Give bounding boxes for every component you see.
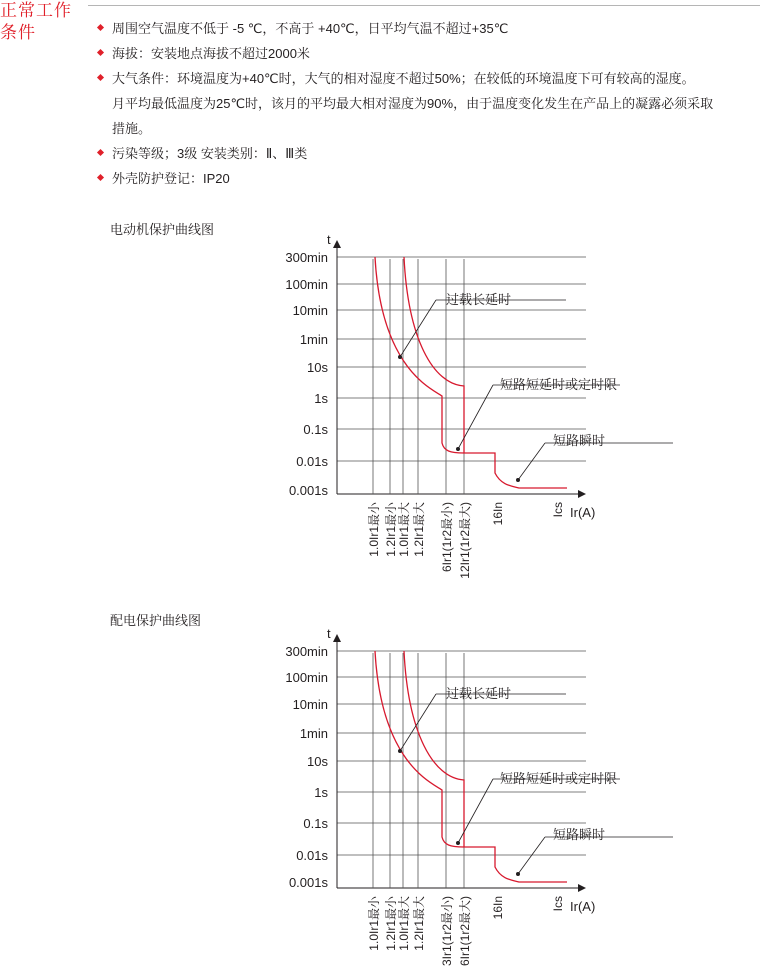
condition-item <box>96 141 760 166</box>
condition-item <box>96 66 760 141</box>
bullet-diamond-icon <box>97 74 104 81</box>
x-axis-arrow-icon <box>578 490 586 498</box>
y-tick-label: 10min <box>292 303 328 318</box>
x-marker-label: 1.0Ir1最小 <box>367 502 381 557</box>
annotation-label: 短路短延时或定时限 <box>500 771 618 786</box>
y-tick-label: 0.01s <box>296 454 328 469</box>
section-title-line1: 正常工作 <box>0 1 72 20</box>
x-marker-label: 1.2Ir1最小 <box>384 896 398 951</box>
annotation-label: 短路短延时或定时限 <box>500 377 618 392</box>
y-tick-label: 1min <box>299 726 328 741</box>
trip-curve-min <box>375 651 464 847</box>
annotation-arrow-icon <box>516 872 520 876</box>
section-title <box>0 0 72 44</box>
annotation-arrow-icon <box>516 478 520 482</box>
annotation-arrow-icon <box>456 447 460 451</box>
annotation-arrow-icon <box>398 355 402 359</box>
condition-text: 措施。 <box>112 121 152 136</box>
annotation-leader <box>518 837 545 874</box>
annotation-label: 短路瞬时 <box>553 433 606 448</box>
condition-text: 月平均最低温度为25℃时，该月的平均最大相对湿度为90%，由于温度变化发生在产品上的凝露必须采取 <box>112 96 714 111</box>
condition-text: 外壳防护登记：IP20 <box>112 171 230 186</box>
x-marker-label: 1.0Ir1最大 <box>397 502 411 557</box>
annotation-label: 短路瞬时 <box>553 827 606 842</box>
x-marker-label: 16In <box>491 502 505 526</box>
x-marker-label: 1.2Ir1最小 <box>384 502 398 557</box>
chart-title-distribution: 配电保护曲线图 <box>110 613 202 628</box>
y-axis-label: t <box>327 626 331 641</box>
chart-title-motor: 电动机保护曲线图 <box>110 222 215 237</box>
y-tick-label: 0.1s <box>303 422 328 437</box>
y-tick-label: 300min <box>285 250 328 265</box>
condition-text: 大气条件：环境温度为+40℃时，大气的相对湿度不超过50%；在较低的环境温度下可有较高的湿度。 <box>112 71 695 86</box>
distribution-protection-chart <box>0 622 760 977</box>
y-tick-label: 1s <box>314 785 328 800</box>
annotation-label: 过载长延时 <box>446 686 512 701</box>
x-marker-label: 1.2Ir1最大 <box>412 502 426 557</box>
conditions-list <box>96 16 760 191</box>
y-tick-label: 100min <box>285 277 328 292</box>
y-tick-label: 100min <box>285 670 328 685</box>
x-axis-label: Ir(A) <box>570 505 596 520</box>
x-marker-label: 16In <box>491 896 505 920</box>
x-marker-label: 1.0Ir1最小 <box>367 896 381 951</box>
y-tick-label: 0.1s <box>303 816 328 831</box>
annotation-leader <box>458 779 493 843</box>
x-marker-label: 6Ir1(1r2最小) <box>440 502 454 573</box>
y-axis-arrow-icon <box>333 634 341 642</box>
y-tick-label: 1min <box>299 332 328 347</box>
x-marker-label: Ics <box>551 896 565 912</box>
y-axis-label: t <box>327 232 331 247</box>
condition-item <box>96 166 760 191</box>
trip-curve-min <box>375 257 464 453</box>
condition-item <box>96 16 760 41</box>
annotation-arrow-icon <box>456 841 460 845</box>
condition-text: 海拔：安装地点海拔不超过2000米 <box>112 46 310 61</box>
y-tick-label: 10s <box>307 754 328 769</box>
motor-protection-chart <box>0 228 760 600</box>
y-tick-label: 0.001s <box>288 483 328 498</box>
y-tick-label: 10s <box>307 360 328 375</box>
annotation-arrow-icon <box>398 749 402 753</box>
annotation-label: 过载长延时 <box>446 292 512 307</box>
x-marker-label: 1.0Ir1最大 <box>397 896 411 951</box>
x-marker-label: Ics <box>551 502 565 518</box>
bullet-diamond-icon <box>97 24 104 31</box>
x-marker-label: 12Ir1(1r2最大) <box>458 502 472 579</box>
annotation-leader <box>458 385 493 449</box>
section-title-line2: 条件 <box>0 23 36 42</box>
top-divider <box>88 5 760 6</box>
bullet-diamond-icon <box>97 149 104 156</box>
y-tick-label: 300min <box>285 644 328 659</box>
y-tick-label: 10min <box>292 697 328 712</box>
condition-item <box>96 41 760 66</box>
x-marker-label: 1.2Ir1最大 <box>412 896 426 951</box>
annotation-leader <box>518 443 545 480</box>
bullet-diamond-icon <box>97 49 104 56</box>
y-tick-label: 0.001s <box>288 875 328 890</box>
x-marker-label: 3Ir1(1r2最小) <box>440 896 454 967</box>
y-tick-label: 1s <box>314 391 328 406</box>
y-tick-label: 0.01s <box>296 848 328 863</box>
bullet-diamond-icon <box>97 174 104 181</box>
x-axis-arrow-icon <box>578 884 586 892</box>
y-axis-arrow-icon <box>333 240 341 248</box>
x-marker-label: 6Ir1(1r2最大) <box>458 896 472 967</box>
condition-text: 污染等级；3级 安装类别：Ⅱ、Ⅲ类 <box>112 146 308 161</box>
condition-text: 周围空气温度不低于 -5 ℃，不高于 +40℃，日平均气温不超过+35℃ <box>112 21 509 36</box>
x-axis-label: Ir(A) <box>570 899 596 914</box>
